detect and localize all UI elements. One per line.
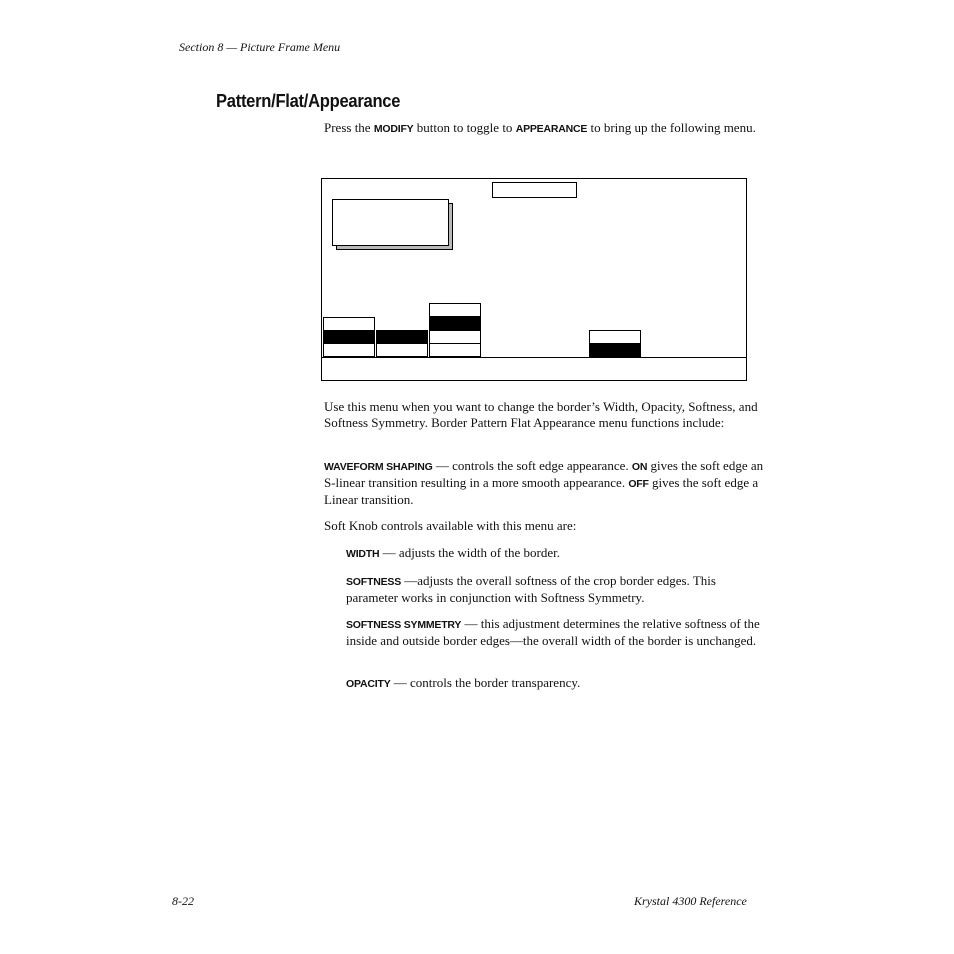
menu-button xyxy=(429,343,481,357)
softness-symmetry-item xyxy=(346,616,766,649)
softness-item xyxy=(346,573,766,606)
waveform-text-2: gives the soft edge an S-linear transition resulting in a more smooth appearance. xyxy=(324,458,764,490)
soft-knob-intro: Soft Knob controls available with this menu are: xyxy=(324,518,577,533)
menu-button-selected xyxy=(376,330,428,344)
opacity-description: — controls the border transparency. xyxy=(390,675,581,690)
menu-title-box xyxy=(492,182,577,198)
on-keyword: ON xyxy=(631,461,648,473)
book-title: Krystal 4300 Reference xyxy=(634,894,747,908)
softness-description: —adjusts the overall softness of the crop border edges. This parameter works in conjunction with Softness Symmetry. xyxy=(346,573,716,605)
menu-button xyxy=(429,330,481,344)
softness-symmetry-keyword: SOFTNESS SYMMETRY xyxy=(346,619,462,631)
menu-button xyxy=(589,330,641,344)
menu-status-divider xyxy=(321,357,747,358)
menu-button xyxy=(376,343,428,357)
waveform-shaping-keyword: WAVEFORM SHAPING xyxy=(324,461,433,473)
softness-symmetry-description: — this adjustment determines the relative softness of the inside and outside border edges—the overall width of the border is unchanged. xyxy=(346,616,760,648)
opacity-item xyxy=(346,675,766,692)
menu-button xyxy=(323,317,375,331)
waveform-text-3: gives the soft edge a Linear transition. xyxy=(324,475,759,507)
intro-text-3: to bring up the following menu. xyxy=(587,120,756,135)
menu-info-panel xyxy=(332,199,449,246)
width-description: — adjusts the width of the border. xyxy=(379,545,560,560)
waveform-shaping-paragraph xyxy=(324,458,764,508)
softness-keyword: SOFTNESS xyxy=(346,576,401,588)
section-title: Pattern/Flat/Appearance xyxy=(216,91,401,111)
intro-text-1: Press the xyxy=(324,120,374,135)
menu-button-selected xyxy=(323,330,375,344)
intro-paragraph xyxy=(324,120,764,137)
intro-text-2: button to toggle to xyxy=(413,120,516,135)
running-head: Section 8 — Picture Frame Menu xyxy=(179,40,341,54)
menu-button-selected xyxy=(429,316,481,330)
width-item xyxy=(346,545,766,562)
usage-paragraph: Use this menu when you want to change the border’s Width, Opacity, Softness, and Softness Symmetry. Border Pattern Flat Appearance menu functions include: xyxy=(324,399,758,430)
opacity-keyword: OPACITY xyxy=(346,678,391,690)
menu-button xyxy=(323,343,375,357)
modify-keyword: MODIFY xyxy=(373,123,414,135)
menu-button xyxy=(429,303,481,317)
menu-button-selected xyxy=(589,343,641,357)
width-keyword: WIDTH xyxy=(346,548,380,560)
page-number: 8-22 xyxy=(172,894,194,908)
off-keyword: OFF xyxy=(628,478,649,490)
waveform-text-1: — controls the soft edge appearance. xyxy=(432,458,632,473)
appearance-keyword: APPEARANCE xyxy=(515,123,588,135)
